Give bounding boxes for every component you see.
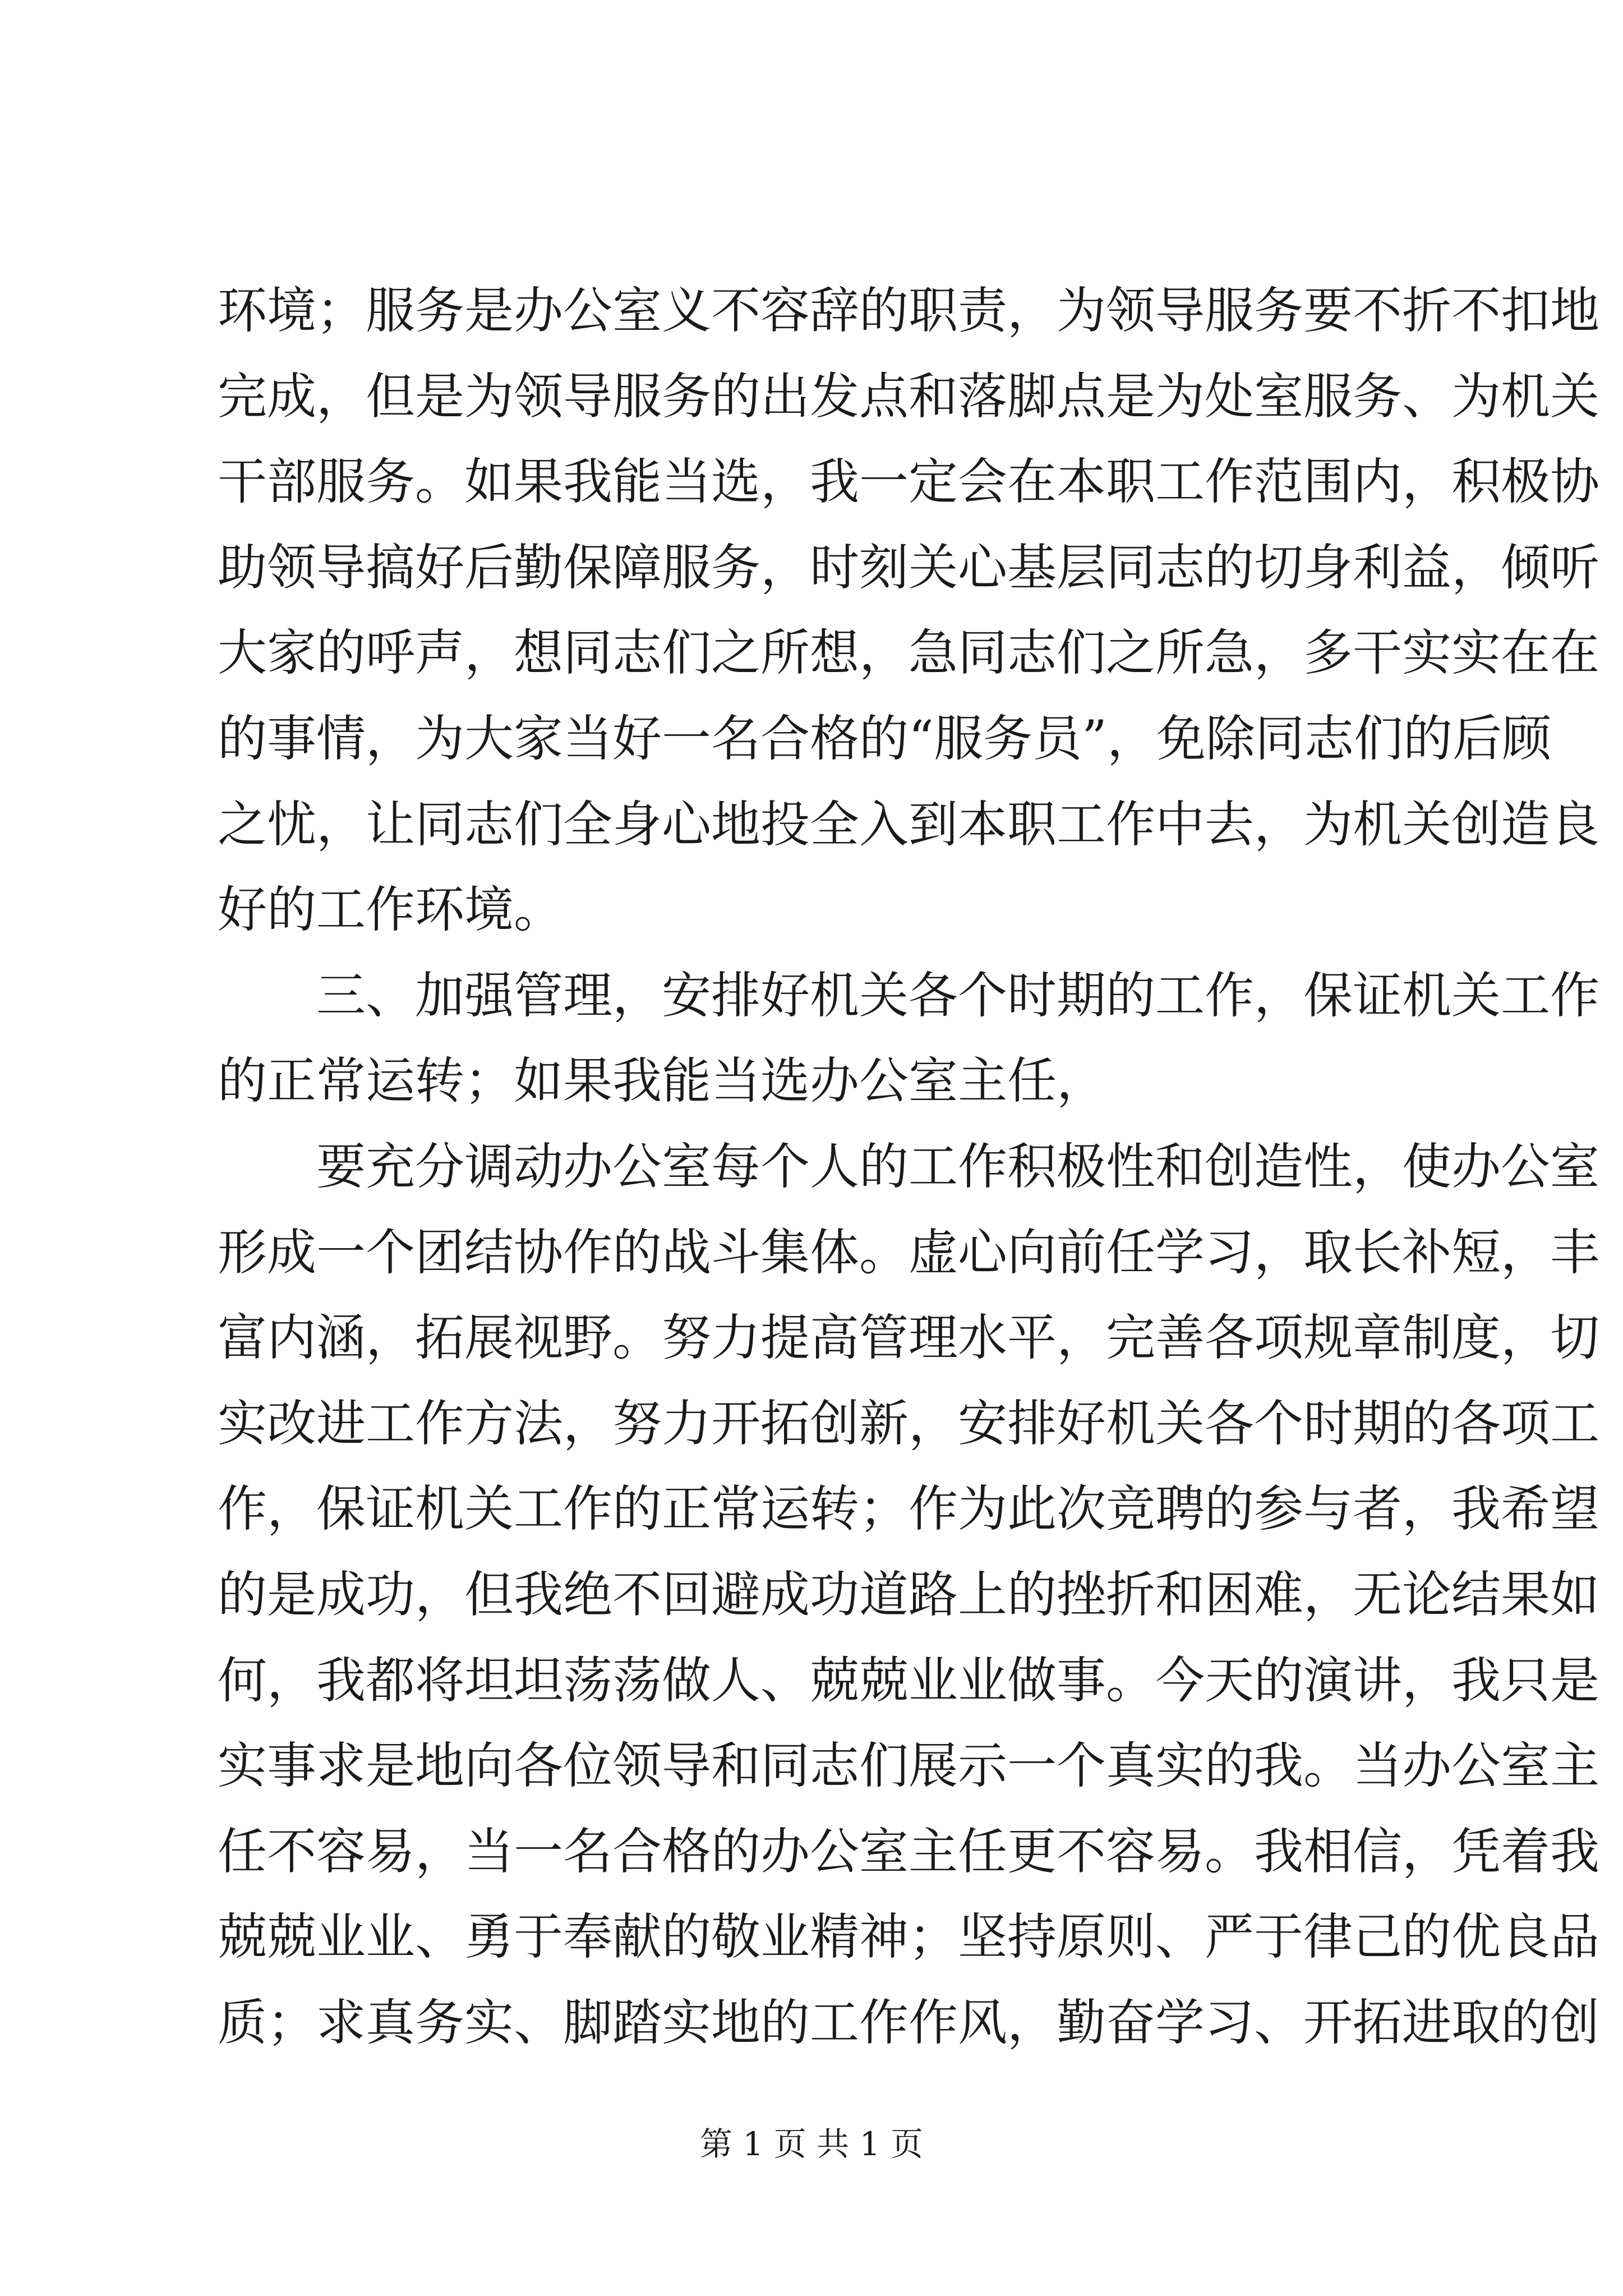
page-footer <box>0 2118 1623 2165</box>
text-line: 兢兢业业、勇于奉献的敬业精神；坚持原则、严于律己的优良品 <box>218 1908 1600 1966</box>
text-line: 作，保证机关工作的正常运转；作为此次竞聘的参与者，我希望 <box>218 1480 1600 1538</box>
text-line: 干部服务。如果我能当选，我一定会在本职工作范围内，积极协 <box>218 453 1600 511</box>
text-line: 实改进工作方法，努力开拓创新，安排好机关各个时期的各项工 <box>218 1394 1600 1452</box>
text-line: 的事情，为大家当好一名合格的“服务员”，免除同志们的后顾 <box>218 709 1551 767</box>
text-line: 好的工作环境。 <box>218 881 564 939</box>
text-line: 何，我都将坦坦荡荡做人、兢兢业业做事。今天的演讲，我只是 <box>218 1651 1600 1709</box>
text-line: 形成一个团结协作的战斗集体。虚心向前任学习，取长补短，丰 <box>218 1223 1600 1281</box>
text-line: 完成，但是为领导服务的出发点和落脚点是为处室服务、为机关 <box>218 367 1600 425</box>
page-number-label: 第 1 页 共 1 页 <box>700 2125 923 2163</box>
paragraph-start-line: 要充分调动办公室每个人的工作积极性和创造性，使办公室 <box>316 1137 1600 1195</box>
text-line: 质；求真务实、脚踏实地的工作作风，勤奋学习、开拓进取的创 <box>218 1993 1600 2051</box>
text-line: 大家的呼声，想同志们之所想，急同志们之所急，多干实实在在 <box>218 624 1600 682</box>
text-line: 环境；服务是办公室义不容辞的职责，为领导服务要不折不扣地 <box>218 282 1600 339</box>
text-line: 富内涵，拓展视野。努力提高管理水平，完善各项规章制度，切 <box>218 1309 1600 1367</box>
text-line: 任不容易，当一名合格的办公室主任更不容易。我相信，凭着我 <box>218 1822 1600 1880</box>
text-line: 之忧，让同志们全身心地投全入到本职工作中去，为机关创造良 <box>218 795 1600 853</box>
paragraph-start-line: 三、加强管理，安排好机关各个时期的工作，保证机关工作 <box>316 966 1600 1024</box>
text-line: 的是成功，但我绝不回避成功道路上的挫折和困难，无论结果如 <box>218 1565 1600 1623</box>
text-line: 助领导搞好后勤保障服务，时刻关心基层同志的切身利益，倾听 <box>218 538 1600 596</box>
text-line: 实事求是地向各位领导和同志们展示一个真实的我。当办公室主 <box>218 1737 1600 1795</box>
text-line: 的正常运转；如果我能当选办公室主任， <box>218 1052 1106 1110</box>
document-body <box>218 268 1600 2065</box>
